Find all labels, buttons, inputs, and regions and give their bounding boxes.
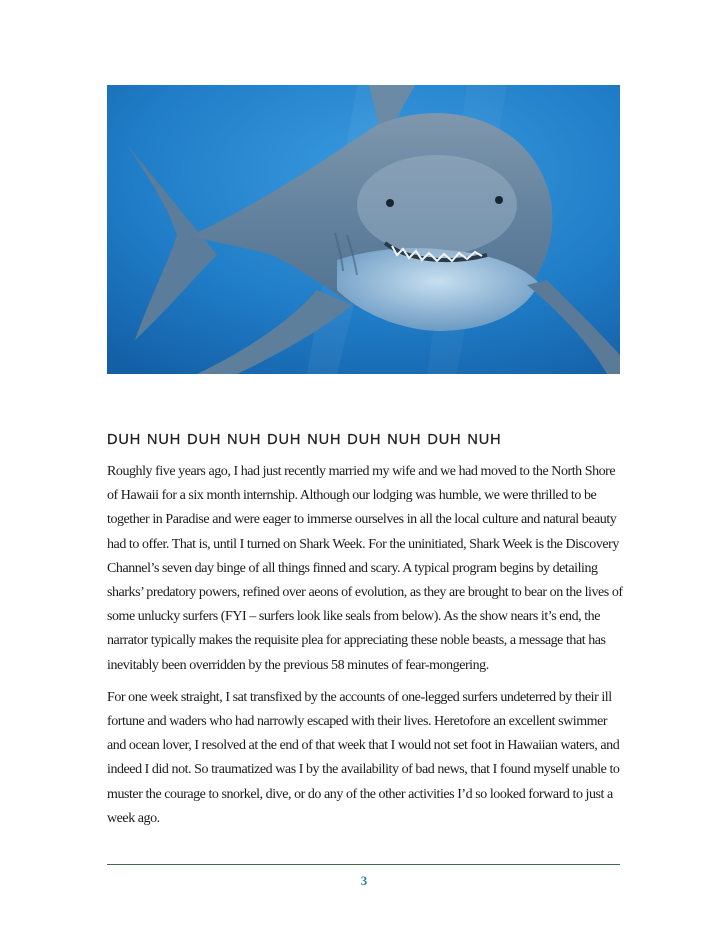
shark-photo bbox=[107, 85, 620, 374]
paragraph-2: For one week straight, I sat transfixed by the accounts of one-legged surfers undeterred by their ill fortune and waders who had narrowly escaped with their lives. Heretofore an excellent swimmer and ocean lover, I resolved at the end of that week that I would not set foot in Hawaiian waters, and indeed I did not. So traumatized was I by the availability of bad news, that I found myself unable to muster the courage to snorkel, dive, or do any of the other activities I’d so looked forward to just a week ago. bbox=[107, 689, 620, 826]
footer-divider bbox=[107, 864, 620, 865]
paragraph-1: Roughly five years ago, I had just recently married my wife and we had moved to the North Shore of Hawaii for a six month internship. Although our lodging was humble, we were thrilled to be together in Paradise and were eager to immerse ourselves in all the local culture and natural beauty had to offer. That is, until I turned on Shark Week. For the uninitiated, Shark Week is the Discovery Channel’s seven day binge of all things finned and scary. A typical program begins by detailing sharks’ predatory powers, refined over aeons of evolution, as they are brought to bear on the lives of some unlucky surfers (FYI – surfers look like seals from below). As the show nears it’s end, the narrator typically makes the requisite plea for appreciating these noble beasts, a message that has inevitably been overridden by the previous 58 minutes of fear-mongering. bbox=[107, 464, 623, 673]
article-body bbox=[107, 460, 623, 839]
shark-illustration bbox=[107, 85, 620, 374]
page-number: 3 bbox=[360, 873, 368, 888]
article-heading: DUH NUH DUH NUH DUH NUH DUH NUH DUH NUH bbox=[107, 432, 502, 448]
